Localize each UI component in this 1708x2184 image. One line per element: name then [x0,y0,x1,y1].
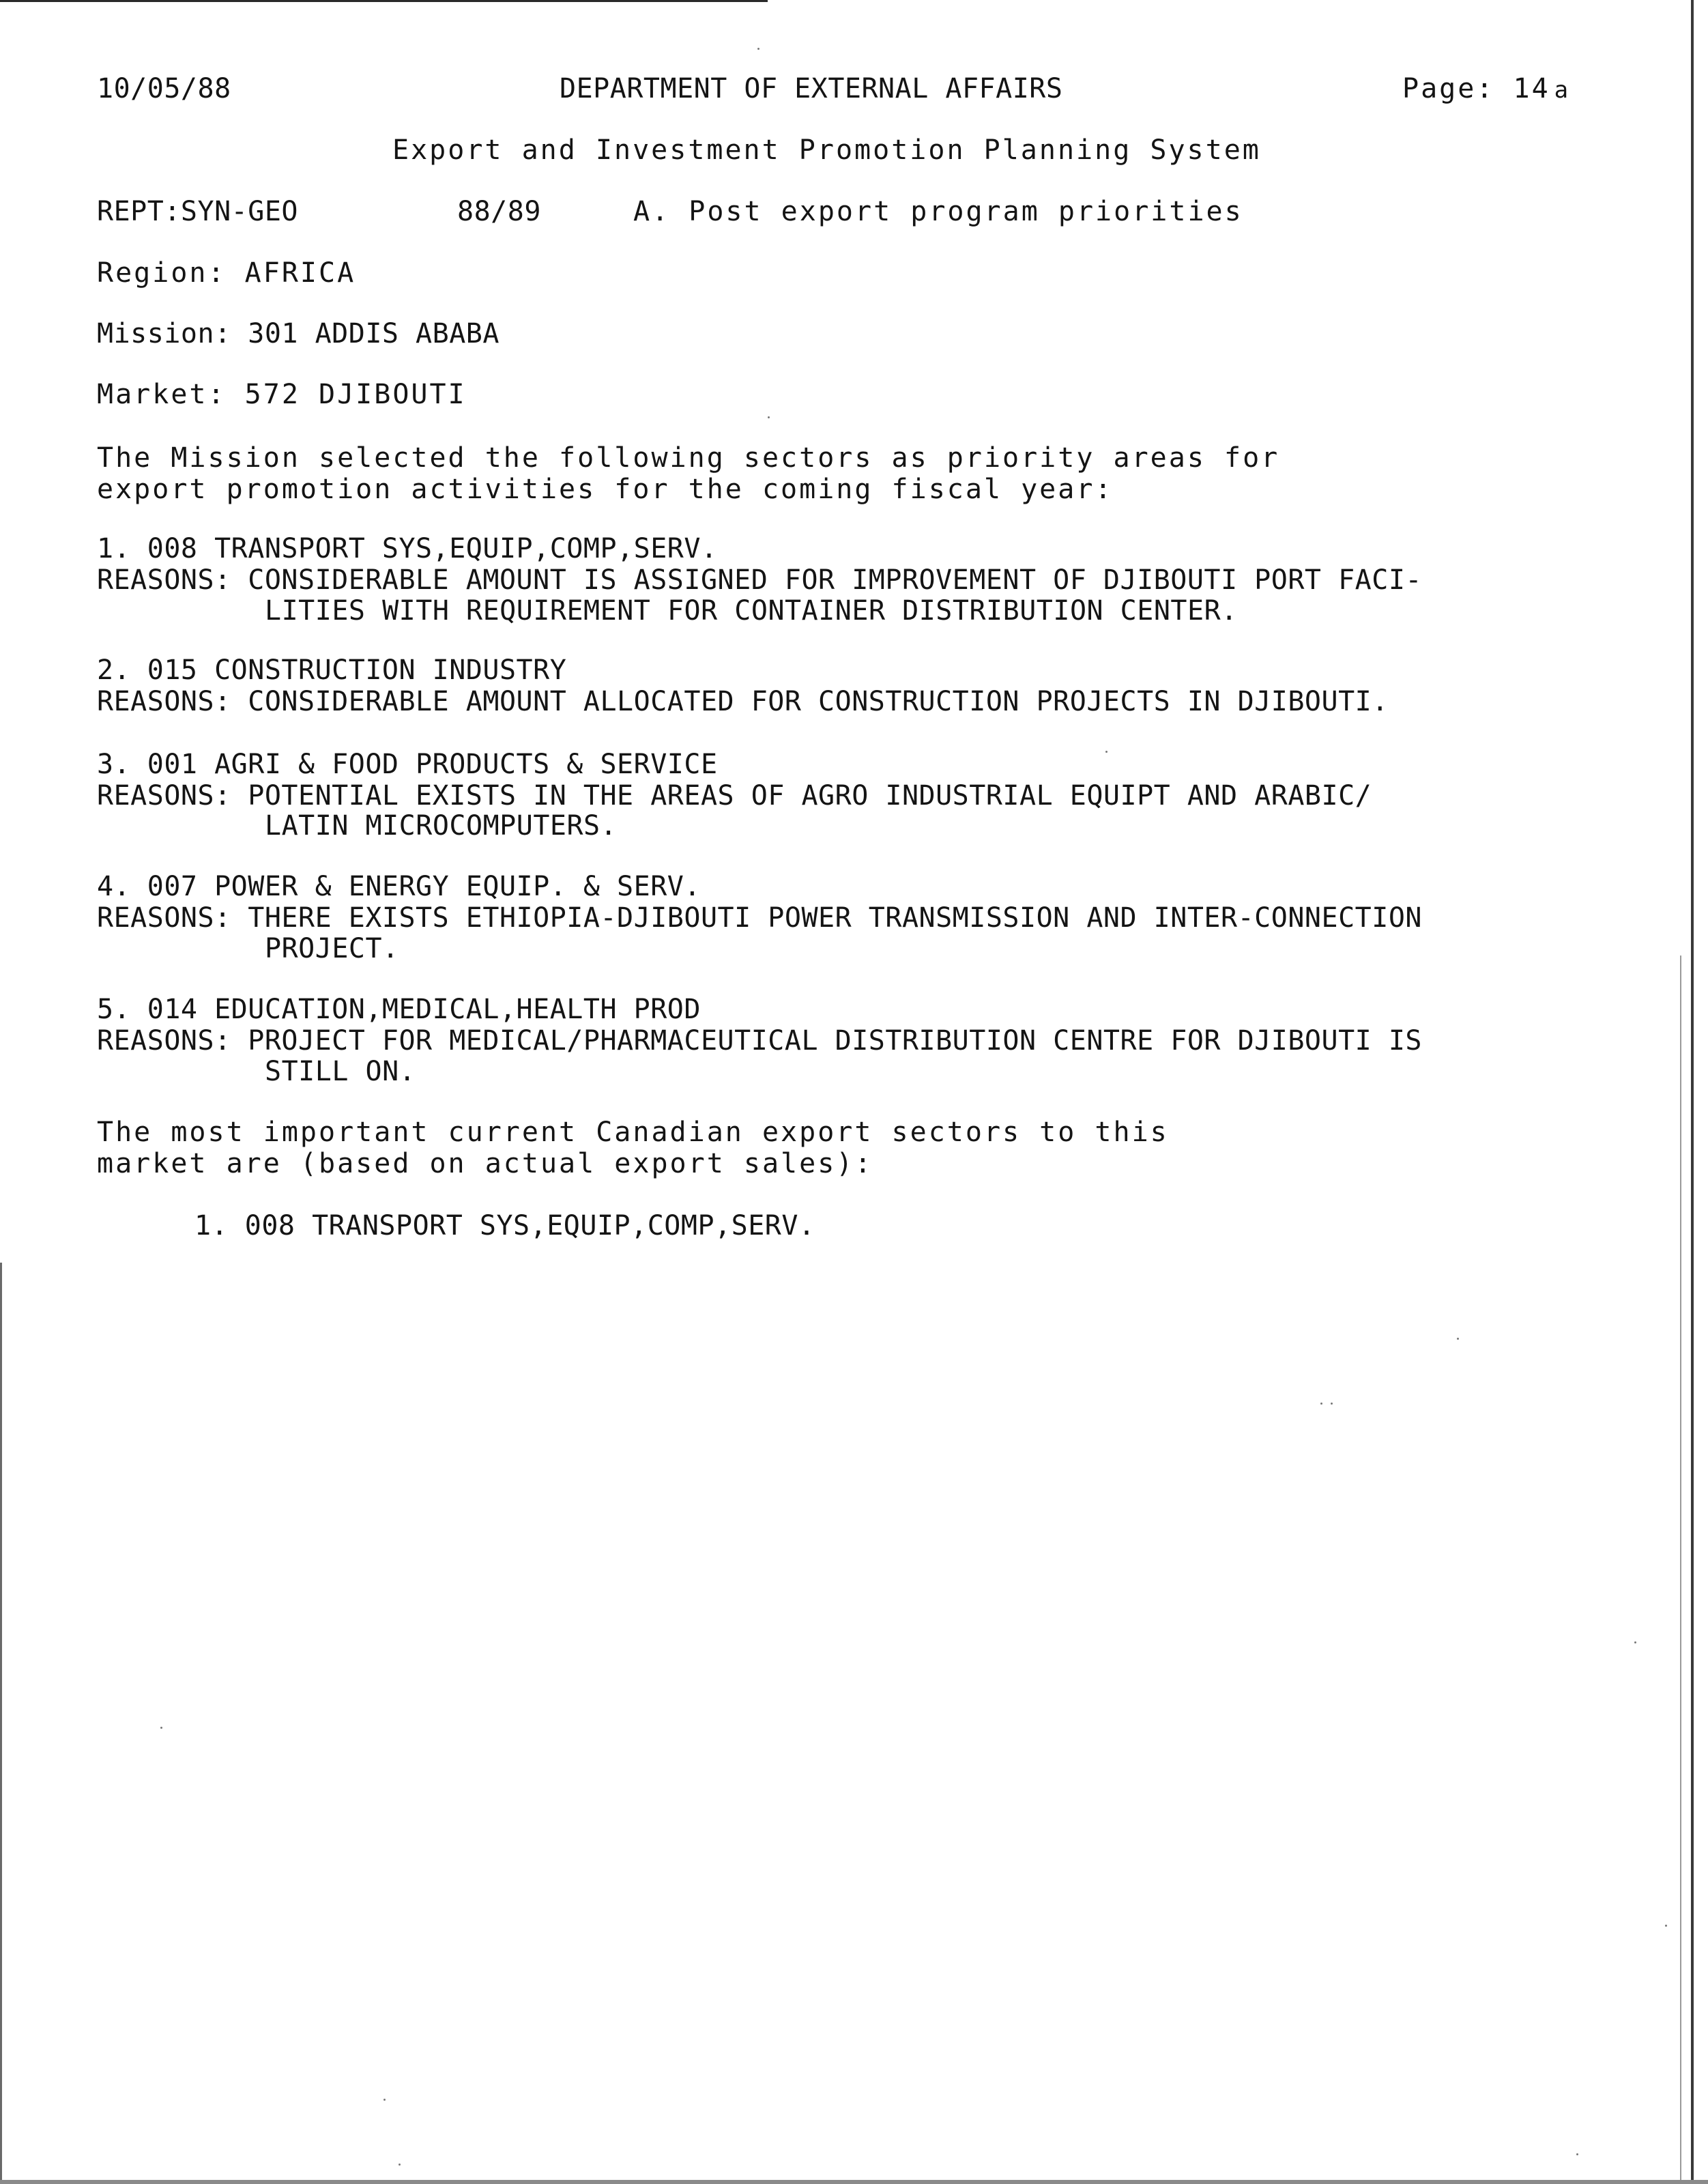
page-label: Page: 14 [1402,73,1550,104]
priority-reason-5-line-2: STILL ON. [265,1056,416,1087]
scan-top-edge [0,0,768,2]
scan-speck [1457,1338,1459,1340]
scan-bottom-edge [0,2180,1708,2184]
priority-intro-line-1: The Mission selected the following sectors as priority areas for [97,442,1280,474]
priority-sector-2: 2. 015 CONSTRUCTION INDUSTRY [97,655,567,686]
priority-reason-3-line-1: REASONS: POTENTIAL EXISTS IN THE AREAS OF AGRO INDUSTRIAL EQUIPT AND ARABIC/ [97,780,1372,811]
scan-speck [1665,1925,1667,1927]
priority-sector-3: 3. 001 AGRI & FOOD PRODUCTS & SERVICE [97,749,718,780]
current-intro-line-1: The most important current Canadian export sectors to this [97,1117,1169,1148]
scan-right-edge [1691,0,1694,2184]
scan-speck [1634,1641,1636,1643]
priority-reason-1-line-2: LITIES WITH REQUIREMENT FOR CONTAINER DISTRIBUTION CENTER. [265,595,1238,627]
scan-speck [1320,1403,1322,1405]
scan-speck [768,416,770,418]
priority-sector-4: 4. 007 POWER & ENERGY EQUIP. & SERV. [97,871,701,902]
scan-speck [399,2164,401,2166]
page-number [1402,75,1570,102]
page-suffix: a [1554,76,1571,104]
fiscal-year: 88/89 [457,196,541,227]
priority-reason-1-line-1: REASONS: CONSIDERABLE AMOUNT IS ASSIGNED FOR IMPROVEMENT OF DJIBOUTI PORT FACI- [97,564,1422,596]
region-line: Region: AFRICA [97,257,356,289]
scan-speck [1105,751,1108,753]
market-line: Market: 572 DJIBOUTI [97,379,467,410]
scan-speck [1331,1403,1333,1405]
scan-speck [383,2099,386,2101]
priority-sector-5: 5. 014 EDUCATION,MEDICAL,HEALTH PROD [97,994,701,1025]
scan-left-edge [0,1263,2,2184]
priority-reason-4-line-2: PROJECT. [265,933,399,964]
priority-intro-line-2: export promotion activities for the coming fiscal year: [97,474,1114,505]
priority-reason-4-line-1: REASONS: THERE EXISTS ETHIOPIA-DJIBOUTI POWER TRANSMISSION AND INTER-CONNECTION [97,902,1422,934]
report-date: 10/05/88 [97,73,231,104]
department-title: DEPARTMENT OF EXTERNAL AFFAIRS [560,73,1063,104]
mission-line: Mission: 301 ADDIS ABABA [97,318,500,349]
priority-sector-1: 1. 008 TRANSPORT SYS,EQUIP,COMP,SERV. [97,533,718,564]
report-code: REPT:SYN-GEO [97,196,298,227]
current-intro-line-2: market are (based on actual export sales): [97,1148,873,1179]
priority-reason-3-line-2: LATIN MICROCOMPUTERS. [265,810,618,842]
scan-speck [160,1727,162,1729]
system-title: Export and Investment Promotion Planning System [392,134,1261,166]
scan-speck [757,48,759,50]
current-sector-1: 1. 008 TRANSPORT SYS,EQUIP,COMP,SERV. [194,1210,815,1241]
priority-reason-5-line-1: REASONS: PROJECT FOR MEDICAL/PHARMACEUTICAL DISTRIBUTION CENTRE FOR DJIBOUTI IS [97,1025,1422,1057]
priority-reason-2-line-1: REASONS: CONSIDERABLE AMOUNT ALLOCATED FOR CONSTRUCTION PROJECTS IN DJIBOUTI. [97,686,1389,717]
scan-speck [1576,2153,1578,2155]
report-title: A. Post export program priorities [633,196,1243,227]
scan-right-shadow [1680,956,1681,2184]
